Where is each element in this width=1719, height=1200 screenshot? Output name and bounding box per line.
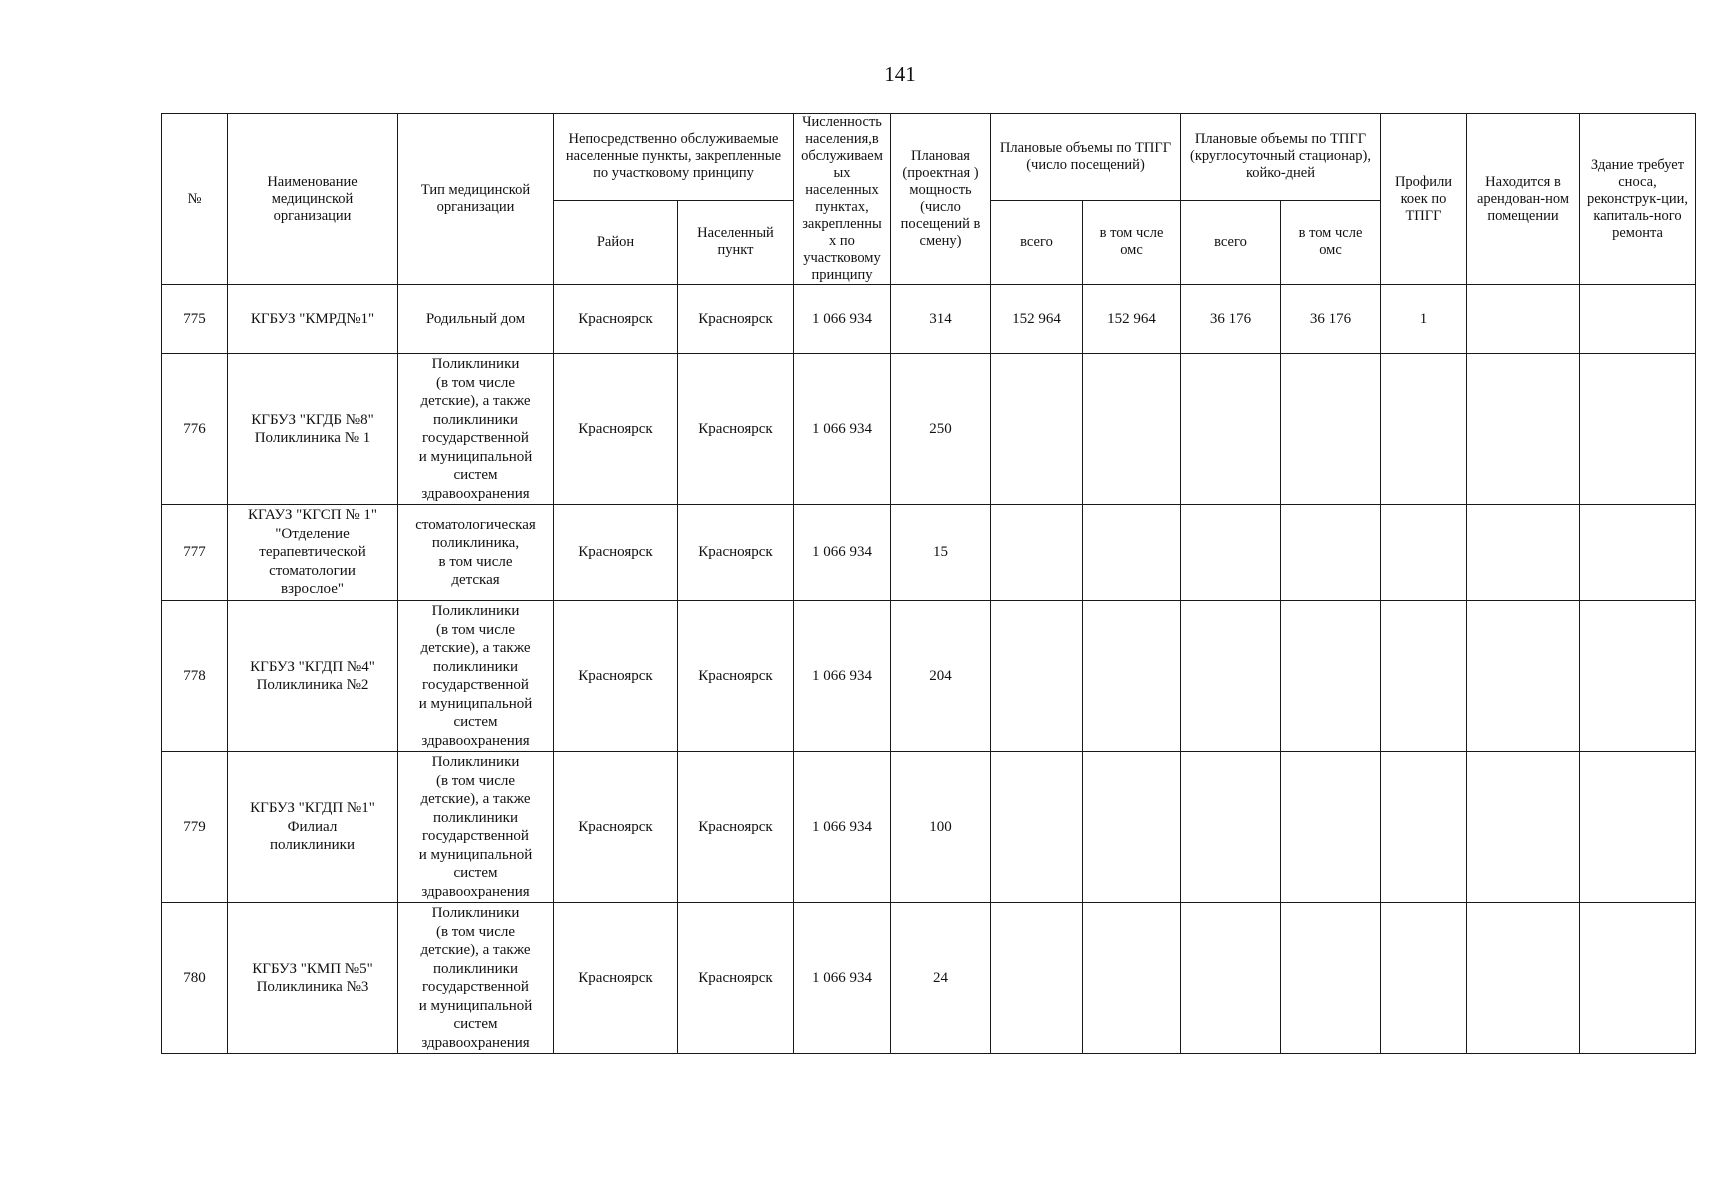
cell-profiles (1381, 752, 1467, 903)
table-row (162, 903, 1696, 1054)
cell-visits-total (991, 354, 1083, 505)
cell-hosp-total (1181, 505, 1281, 601)
header-tpgg-visits: Плановые объемы по ТПГГ (число посещений) (991, 114, 1181, 201)
cell-hosp-oms (1281, 505, 1381, 601)
cell-hosp-oms: 36 176 (1281, 285, 1381, 354)
cell-district: Красноярск (554, 285, 678, 354)
cell-visits-total (991, 903, 1083, 1054)
cell-hosp-total (1181, 601, 1281, 752)
cell-settlement: Красноярск (678, 752, 794, 903)
header-num: № (162, 114, 228, 285)
cell-capacity: 250 (891, 354, 991, 505)
header-population: Численность населения,в обслуживаем ых населенных пунктах, закрепленны х по участковому принципу (794, 114, 891, 285)
cell-population: 1 066 934 (794, 354, 891, 505)
cell-rented (1467, 354, 1580, 505)
cell-visits-oms (1083, 752, 1181, 903)
cell-profiles (1381, 601, 1467, 752)
cell-num: 778 (162, 601, 228, 752)
cell-settlement: Красноярск (678, 354, 794, 505)
cell-capacity: 15 (891, 505, 991, 601)
cell-rented (1467, 505, 1580, 601)
cell-profiles: 1 (1381, 285, 1467, 354)
cell-type: стоматологическая поликлиника, в том числе детская (398, 505, 554, 601)
cell-name: КГБУЗ "КГДП №1" Филиал поликлиники (228, 752, 398, 903)
cell-visits-oms (1083, 505, 1181, 601)
cell-hosp-total (1181, 752, 1281, 903)
cell-building (1580, 354, 1696, 505)
cell-name: КГАУЗ "КГСП № 1" "Отделение терапевтической стоматологии взрослое" (228, 505, 398, 601)
cell-visits-oms (1083, 903, 1181, 1054)
table-row (162, 752, 1696, 903)
cell-capacity: 100 (891, 752, 991, 903)
cell-num: 775 (162, 285, 228, 354)
cell-building (1580, 601, 1696, 752)
cell-population: 1 066 934 (794, 903, 891, 1054)
header-building: Здание требует сноса, реконструк-ции, капиталь-ного ремонта (1580, 114, 1696, 285)
cell-hosp-total (1181, 903, 1281, 1054)
cell-visits-total (991, 752, 1083, 903)
header-tpgg-hospital: Плановые объемы по ТПГГ (круглосуточный стационар), койко-дней (1181, 114, 1381, 201)
table-row (162, 601, 1696, 752)
header-visits-oms: в том чсле омс (1083, 200, 1181, 284)
header-district: Район (554, 200, 678, 284)
header-visits-total: всего (991, 200, 1083, 284)
cell-settlement: Красноярск (678, 601, 794, 752)
cell-visits-oms (1083, 354, 1181, 505)
cell-settlement: Красноярск (678, 505, 794, 601)
table-row (162, 354, 1696, 505)
cell-building (1580, 505, 1696, 601)
cell-building (1580, 752, 1696, 903)
cell-hosp-oms (1281, 903, 1381, 1054)
cell-hosp-total: 36 176 (1181, 285, 1281, 354)
cell-type: Поликлиники (в том числе детские), а также поликлиники государственной и муниципальной систем здравоохранения (398, 903, 554, 1054)
cell-district: Красноярск (554, 354, 678, 505)
cell-name: КГБУЗ "КМП №5" Поликлиника №3 (228, 903, 398, 1054)
cell-rented (1467, 601, 1580, 752)
cell-type: Поликлиники (в том числе детские), а также поликлиники государственной и муниципальной систем здравоохранения (398, 354, 554, 505)
cell-visits-oms: 152 964 (1083, 285, 1181, 354)
cell-num: 776 (162, 354, 228, 505)
cell-type: Родильный дом (398, 285, 554, 354)
cell-profiles (1381, 354, 1467, 505)
cell-district: Красноярск (554, 903, 678, 1054)
cell-type: Поликлиники (в том числе детские), а также поликлиники государственной и муниципальной систем здравоохранения (398, 601, 554, 752)
header-settlement: Населенный пункт (678, 200, 794, 284)
header-capacity: Плановая (проектная ) мощность (число посещений в смену) (891, 114, 991, 285)
cell-district: Красноярск (554, 505, 678, 601)
cell-population: 1 066 934 (794, 601, 891, 752)
cell-building (1580, 903, 1696, 1054)
cell-name: КГБУЗ "КГДП №4" Поликлиника №2 (228, 601, 398, 752)
cell-district: Красноярск (554, 752, 678, 903)
cell-hosp-oms (1281, 601, 1381, 752)
cell-hosp-oms (1281, 354, 1381, 505)
cell-district: Красноярск (554, 601, 678, 752)
cell-visits-total: 152 964 (991, 285, 1083, 354)
cell-rented (1467, 903, 1580, 1054)
header-served-settlements: Непосредственно обслуживаемые населенные пункты, закрепленные по участковому принципу (554, 114, 794, 201)
header-bed-profiles: Профили коек по ТПГГ (1381, 114, 1467, 285)
cell-settlement: Красноярск (678, 285, 794, 354)
table-row (162, 285, 1696, 354)
cell-hosp-oms (1281, 752, 1381, 903)
medical-organizations-table (161, 113, 1696, 1054)
table-row (162, 505, 1696, 601)
header-hosp-oms: в том чсле омс (1281, 200, 1381, 284)
cell-population: 1 066 934 (794, 505, 891, 601)
cell-building (1580, 285, 1696, 354)
cell-hosp-total (1181, 354, 1281, 505)
header-org-name: Наименование медицинской организации (228, 114, 398, 285)
cell-visits-total (991, 601, 1083, 752)
cell-capacity: 204 (891, 601, 991, 752)
header-hosp-total: всего (1181, 200, 1281, 284)
cell-num: 777 (162, 505, 228, 601)
cell-visits-oms (1083, 601, 1181, 752)
cell-num: 780 (162, 903, 228, 1054)
cell-population: 1 066 934 (794, 752, 891, 903)
page-number: 141 (884, 62, 916, 86)
cell-profiles (1381, 505, 1467, 601)
header-org-type: Тип медицинской организации (398, 114, 554, 285)
cell-rented (1467, 285, 1580, 354)
cell-num: 779 (162, 752, 228, 903)
cell-rented (1467, 752, 1580, 903)
cell-profiles (1381, 903, 1467, 1054)
cell-capacity: 24 (891, 903, 991, 1054)
cell-population: 1 066 934 (794, 285, 891, 354)
cell-visits-total (991, 505, 1083, 601)
cell-name: КГБУЗ "КМРД№1" (228, 285, 398, 354)
cell-name: КГБУЗ "КГДБ №8" Поликлиника № 1 (228, 354, 398, 505)
cell-settlement: Красноярск (678, 903, 794, 1054)
cell-capacity: 314 (891, 285, 991, 354)
header-rented: Находится в арендован-ном помещении (1467, 114, 1580, 285)
cell-type: Поликлиники (в том числе детские), а также поликлиники государственной и муниципальной систем здравоохранения (398, 752, 554, 903)
